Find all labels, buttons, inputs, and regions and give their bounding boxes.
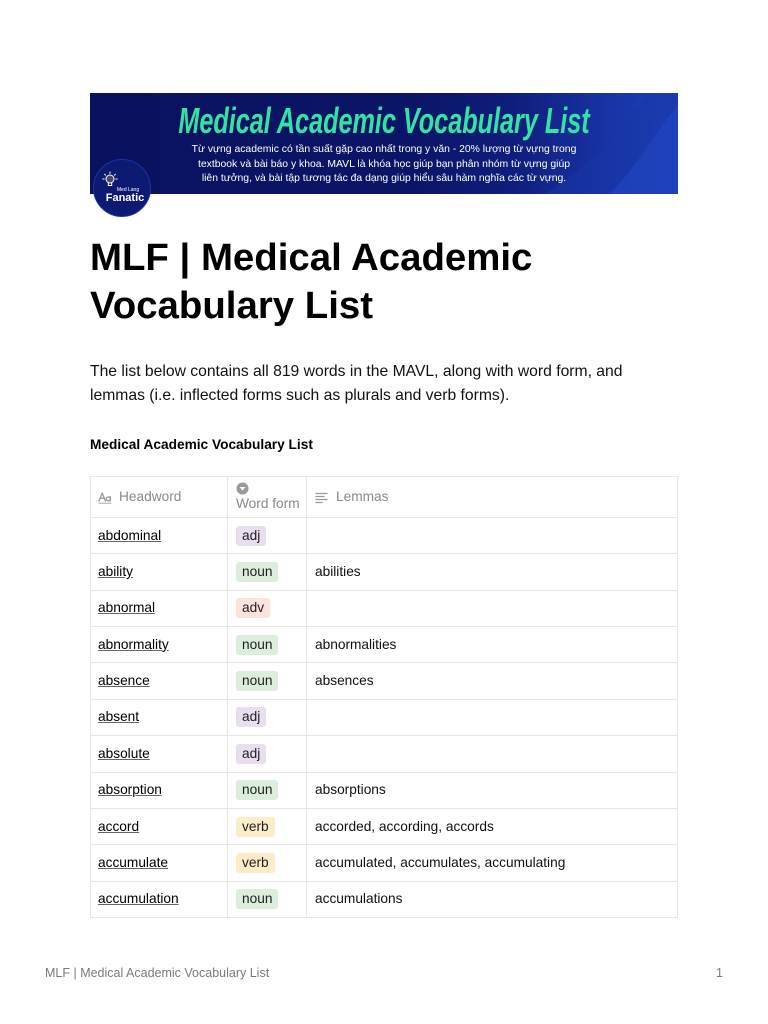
- lemmas-text: abnormalities: [315, 636, 397, 652]
- lemmas-text: absences: [315, 673, 374, 689]
- footer-page-number: 1: [716, 966, 723, 980]
- word-form-tag: noun: [236, 671, 278, 691]
- headword-link[interactable]: accumulate: [98, 854, 168, 870]
- word-form-tag: noun: [236, 635, 278, 655]
- headword-cell: [91, 773, 228, 808]
- lemmas-cell: [307, 663, 678, 698]
- logo-small-text: Med Lang: [116, 187, 140, 193]
- table-row: [91, 845, 678, 881]
- select-dropdown-icon: [236, 482, 249, 495]
- word-form-cell: [228, 591, 307, 626]
- headword-link[interactable]: ability: [98, 564, 133, 580]
- cover-banner: [90, 93, 678, 194]
- headword-cell: [91, 554, 228, 589]
- column-header-label: Headword: [119, 489, 182, 504]
- table-row: [91, 809, 678, 845]
- headword-cell: [91, 845, 228, 880]
- database-title: Medical Academic Vocabulary List: [90, 437, 313, 452]
- lemmas-cell: [307, 882, 678, 917]
- headword-cell: [91, 663, 228, 698]
- table-row: [91, 773, 678, 809]
- headword-link[interactable]: accord: [98, 818, 140, 834]
- lemmas-cell: [307, 591, 678, 626]
- headword-cell: [91, 700, 228, 735]
- lemmas-text: absorptions: [315, 782, 386, 798]
- table-header-row: [91, 477, 678, 518]
- word-form-cell: [228, 554, 307, 589]
- column-header-headword: [91, 477, 228, 517]
- table-row: [91, 554, 678, 590]
- banner-description: [90, 143, 678, 187]
- headword-cell: [91, 882, 228, 917]
- banner-description-line: liên tưởng, và bài tập tương tác đa dạng giúp hiểu sâu hàm nghĩa các từ vựng.: [201, 173, 567, 184]
- text-lines-icon: [315, 491, 328, 504]
- word-form-tag: noun: [236, 889, 278, 909]
- vocabulary-table: [90, 476, 678, 918]
- headword-cell: [91, 591, 228, 626]
- headword-cell: [91, 627, 228, 662]
- banner-description-line: Từ vựng academic có tần suất gặp cao nhất trong y văn - 20% lượng từ vựng trong: [191, 144, 577, 155]
- lemmas-cell: [307, 554, 678, 589]
- headword-link[interactable]: accumulation: [98, 891, 179, 907]
- table-row: [91, 882, 678, 918]
- lemmas-text: accumulated, accumulates, accumulating: [315, 854, 566, 870]
- lemmas-text: accumulations: [315, 891, 403, 907]
- lemmas-text: abilities: [315, 564, 361, 580]
- footer-document-title: MLF | Medical Academic Vocabulary List: [45, 966, 270, 980]
- word-form-cell: [228, 773, 307, 808]
- word-form-tag: adv: [236, 598, 270, 618]
- banner-title: Medical Academic Vocabulary List: [178, 100, 590, 141]
- headword-link[interactable]: absent: [98, 709, 140, 725]
- headword-link[interactable]: absolute: [98, 745, 150, 761]
- table-row: [91, 518, 678, 554]
- aa-title-icon: [98, 490, 112, 504]
- headword-link[interactable]: abnormality: [98, 636, 169, 652]
- lemmas-cell: [307, 809, 678, 844]
- headword-cell: [91, 736, 228, 771]
- lemmas-cell: [307, 773, 678, 808]
- word-form-tag: noun: [236, 562, 278, 582]
- headword-link[interactable]: absorption: [98, 782, 162, 798]
- word-form-cell: [228, 882, 307, 917]
- logo-big-text: Fanatic: [105, 192, 145, 204]
- word-form-cell: [228, 736, 307, 771]
- banner-description-line: textbook và bài báo y khoa. MAVL là khóa học giúp bạn phân nhóm từ vựng giúp: [197, 158, 571, 170]
- med-lang-fanatic-logo: [93, 159, 151, 217]
- word-form-cell: [228, 663, 307, 698]
- word-form-cell: [228, 845, 307, 880]
- table-row: [91, 700, 678, 736]
- lemmas-text: accorded, according, accords: [315, 818, 494, 834]
- word-form-cell: [228, 627, 307, 662]
- lemmas-cell: [307, 700, 678, 735]
- word-form-cell: [228, 518, 307, 553]
- headword-link[interactable]: abdominal: [98, 527, 162, 543]
- intro-paragraph: The list below contains all 819 words in the MAVL, along with word form, and lemmas (i.e. inflected forms such as plurals and verb forms).: [90, 363, 623, 404]
- word-form-tag: noun: [236, 780, 278, 800]
- page-title: MLF | Medical Academic Vocabulary List: [90, 236, 533, 327]
- word-form-tag: verb: [236, 853, 275, 873]
- table-row: [91, 736, 678, 772]
- headword-link[interactable]: absence: [98, 673, 150, 689]
- lemmas-cell: [307, 627, 678, 662]
- column-header-label: Word form: [236, 495, 300, 511]
- word-form-cell: [228, 700, 307, 735]
- column-header-label: Lemmas: [336, 489, 389, 504]
- column-header-lemmas: [307, 477, 678, 517]
- word-form-tag: verb: [236, 817, 275, 837]
- lemmas-cell: [307, 736, 678, 771]
- headword-cell: [91, 518, 228, 553]
- word-form-tag: adj: [236, 744, 266, 764]
- word-form-tag: adj: [236, 526, 266, 546]
- headword-cell: [91, 809, 228, 844]
- headword-link[interactable]: abnormal: [98, 600, 156, 616]
- table-row: [91, 627, 678, 663]
- table-row: [91, 591, 678, 627]
- word-form-tag: adj: [236, 707, 266, 727]
- table-row: [91, 663, 678, 699]
- column-header-word-form: [228, 477, 307, 517]
- lemmas-cell: [307, 518, 678, 553]
- lemmas-cell: [307, 845, 678, 880]
- word-form-cell: [228, 809, 307, 844]
